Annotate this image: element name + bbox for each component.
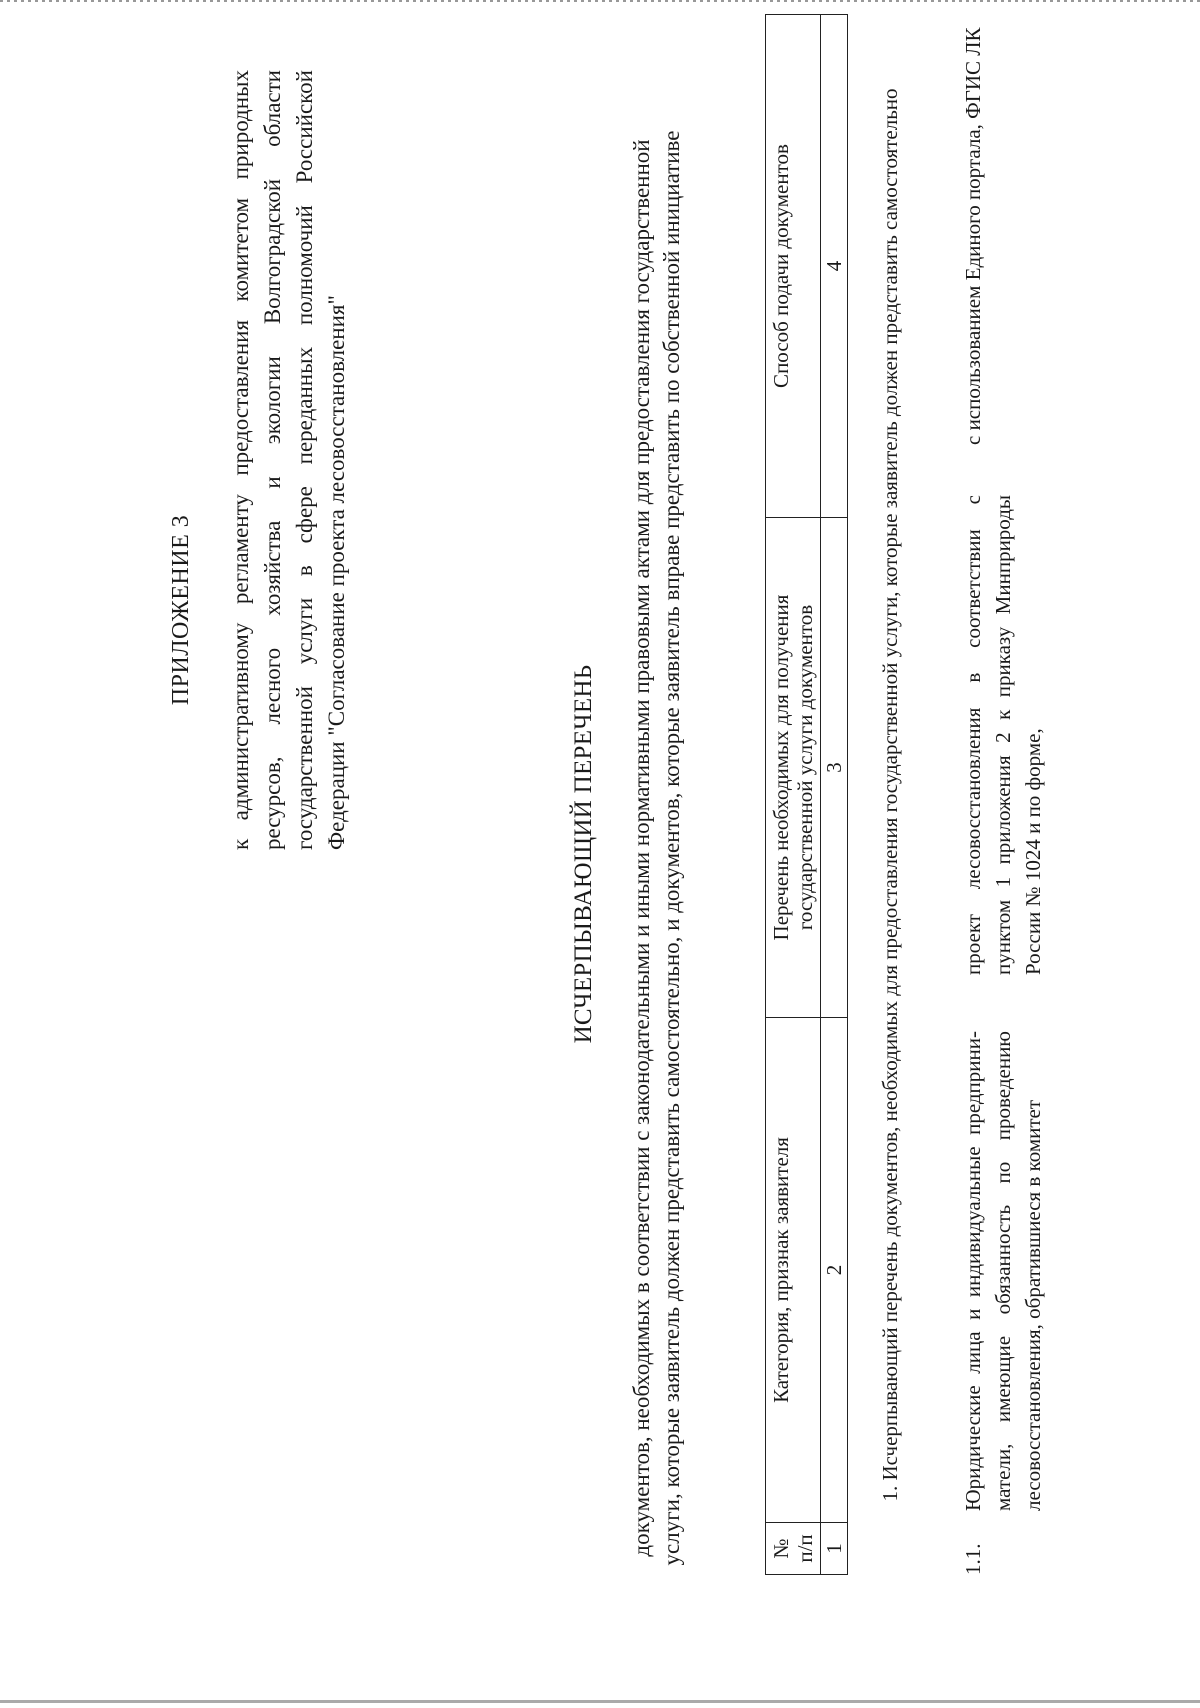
table-header-row: [766, 15, 821, 1575]
appendix-title: ПРИЛОЖЕНИЕ 3: [168, 514, 194, 706]
column-number: 4: [821, 15, 848, 518]
documents-table: [765, 14, 848, 1575]
header-documents: Перечень необходимых для получения государственной услуги документов: [766, 518, 821, 1018]
row-number: 1.1.: [961, 1543, 985, 1575]
header-category: Категория, признак заявителя: [766, 1018, 821, 1523]
header-number: № п/п: [766, 1523, 821, 1575]
row-category: Юридические лица и индивидуальные предприни-матели, имеющие обязанность по проведению лесовосстановления, обратившиеся в комитет: [961, 1031, 1045, 1511]
document-subtitle: документов, необходимых в соответствии с законодательными и иными нормативными правовыми актами для предоставления государственной услуги, которые заявитель должен представить самостоятельно, и документов, которые заявитель вправе представить по собственной инициативе: [629, 130, 684, 1566]
column-number: 3: [821, 518, 848, 1018]
table-column-numbers-row: [821, 15, 848, 1575]
header-method: Способ подачи документов: [766, 15, 821, 518]
section-1-heading: 1. Исчерпывающий перечень документов, необходимых для предоставления государственной услуги, которые заявитель должен представить самостоятельно: [878, 88, 902, 1502]
row-documents: проект лесовосстановления в соответствии с пунктом 1 приложения 2 к приказу Минприроды России № 1024 и по форме,: [961, 495, 1045, 975]
document-title: ИСЧЕРПЫВАЮЩИЙ ПЕРЕЧЕНЬ: [570, 664, 597, 1044]
row-method: с использованием Единого портала, ФГИС ЛК: [961, 27, 985, 445]
appendix-text: к административному регламенту предоставления комитетом природных ресурсов, лесного хозяйства и экологии Волгоградской области государственной услуги в сфере переданных полномочий Российской Федерации "Согласование проекта лесовосстановления": [228, 70, 349, 850]
column-number: 2: [821, 1018, 848, 1523]
appendix-block: [165, 70, 353, 850]
column-number: 1: [821, 1523, 848, 1575]
